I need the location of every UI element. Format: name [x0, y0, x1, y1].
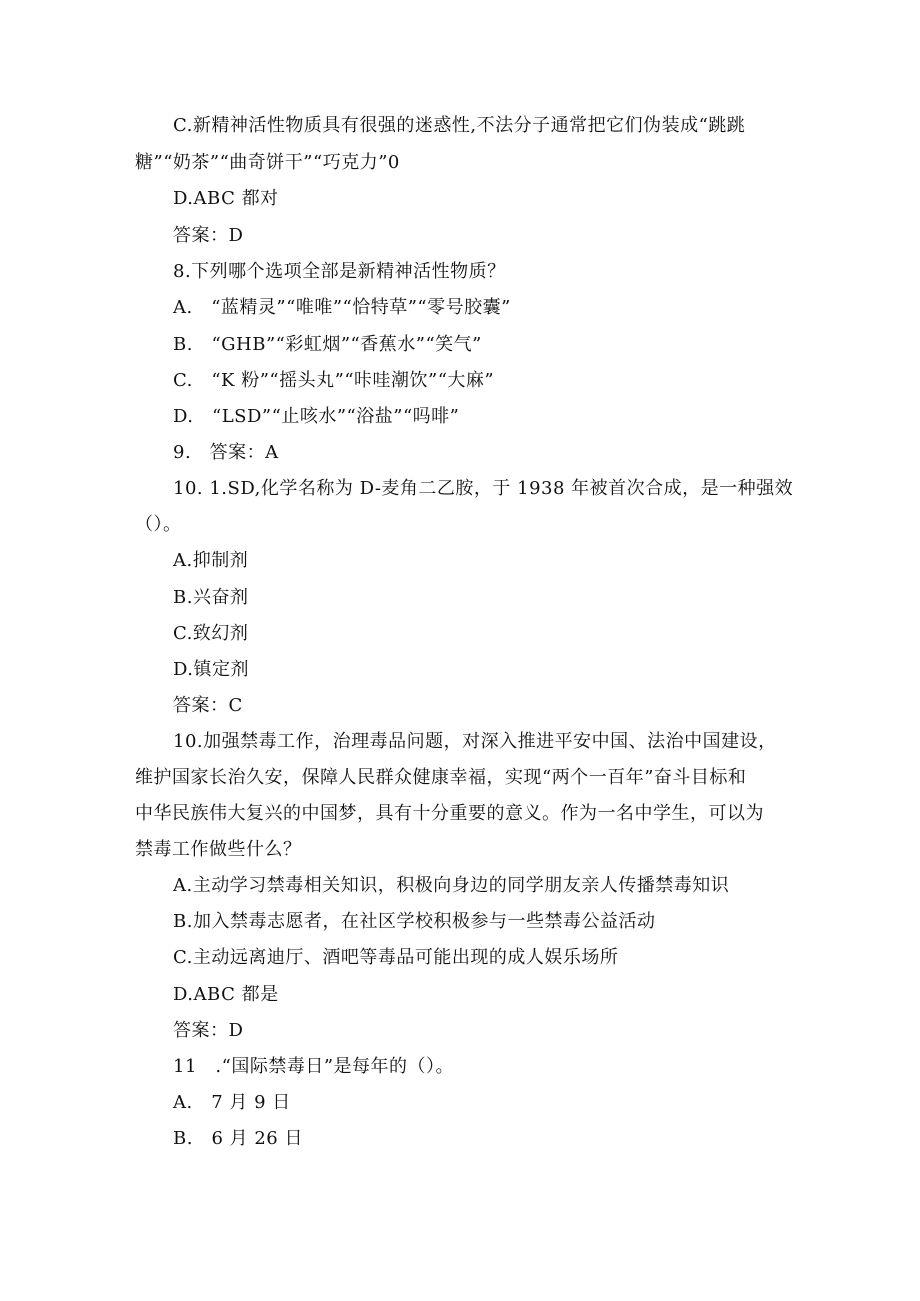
q8-option-d: D. “LSD”“止咳水”“浴盐”“吗啡”	[173, 406, 460, 427]
q8-option-b: B. “GHB”“彩虹烟”“香蕉水”“笑气”	[173, 334, 482, 355]
question-10b-line-2: 维护国家长治久安，保障人民群众健康幸福，实现“两个一百年”奋斗目标和	[135, 767, 747, 788]
q10b-option-d: D.ABC 都是	[173, 984, 279, 1005]
question-10-line-2: （）。	[135, 514, 182, 535]
q10-option-a: A.抑制剂	[173, 550, 249, 571]
option-c-line-2: 糖”“奶茶”“曲奇饼干”“巧克力”0	[135, 152, 400, 173]
question-10b-line-1: 10.加强禁毒工作，治理毒品问题，对深入推进平安中国、法治中国建设，	[173, 731, 777, 752]
q10-option-d: D.镇定剂	[173, 659, 250, 680]
q10-option-c: C.致幻剂	[173, 623, 249, 644]
question-10b-line-4: 禁毒工作做些什么？	[135, 839, 302, 860]
q11-option-b: B. 6 月 26 日	[173, 1128, 303, 1149]
question-11: 11 .“国际禁毒日”是每年的（）。	[173, 1056, 455, 1077]
q11-option-a: A. 7 月 9 日	[173, 1092, 291, 1113]
answer-9: 9. 答案：A	[173, 442, 279, 463]
question-8: 8.下列哪个选项全部是新精神活性物质？	[173, 261, 506, 282]
q8-option-a: A. “蓝精灵”“唯唯”“恰特草”“零号胶囊”	[173, 297, 511, 318]
option-d: D.ABC 都对	[173, 188, 279, 209]
question-10b-line-3: 中华民族伟大复兴的中国梦，具有十分重要的意义。作为一名中学生，可以为	[135, 803, 764, 824]
q10-option-b: B.兴奋剂	[173, 587, 249, 608]
answer-10: 答案：C	[173, 695, 243, 716]
q8-option-c: C. “K 粉”“摇头丸”“咔哇潮饮”“大麻”	[173, 370, 495, 391]
q10b-option-b: B.加入禁毒志愿者，在社区学校积极参与一些禁毒公益活动	[173, 911, 656, 932]
option-c-line-1: C.新精神活性物质具有很强的迷惑性,不法分子通常把它们伪装成“跳跳	[173, 115, 746, 136]
q10b-option-a: A.主动学习禁毒相关知识，积极向身边的同学朋友亲人传播禁毒知识	[173, 875, 730, 896]
question-10-line-1: 10. 1.SD,化学名称为 D-麦角二乙胺，于 1938 年被首次合成，是一种强效	[173, 478, 794, 499]
q10b-option-c: C.主动远离迪厅、酒吧等毒品可能出现的成人娱乐场所	[173, 947, 619, 968]
answer-7: 答案：D	[173, 225, 244, 246]
answer-10b: 答案：D	[173, 1020, 244, 1041]
